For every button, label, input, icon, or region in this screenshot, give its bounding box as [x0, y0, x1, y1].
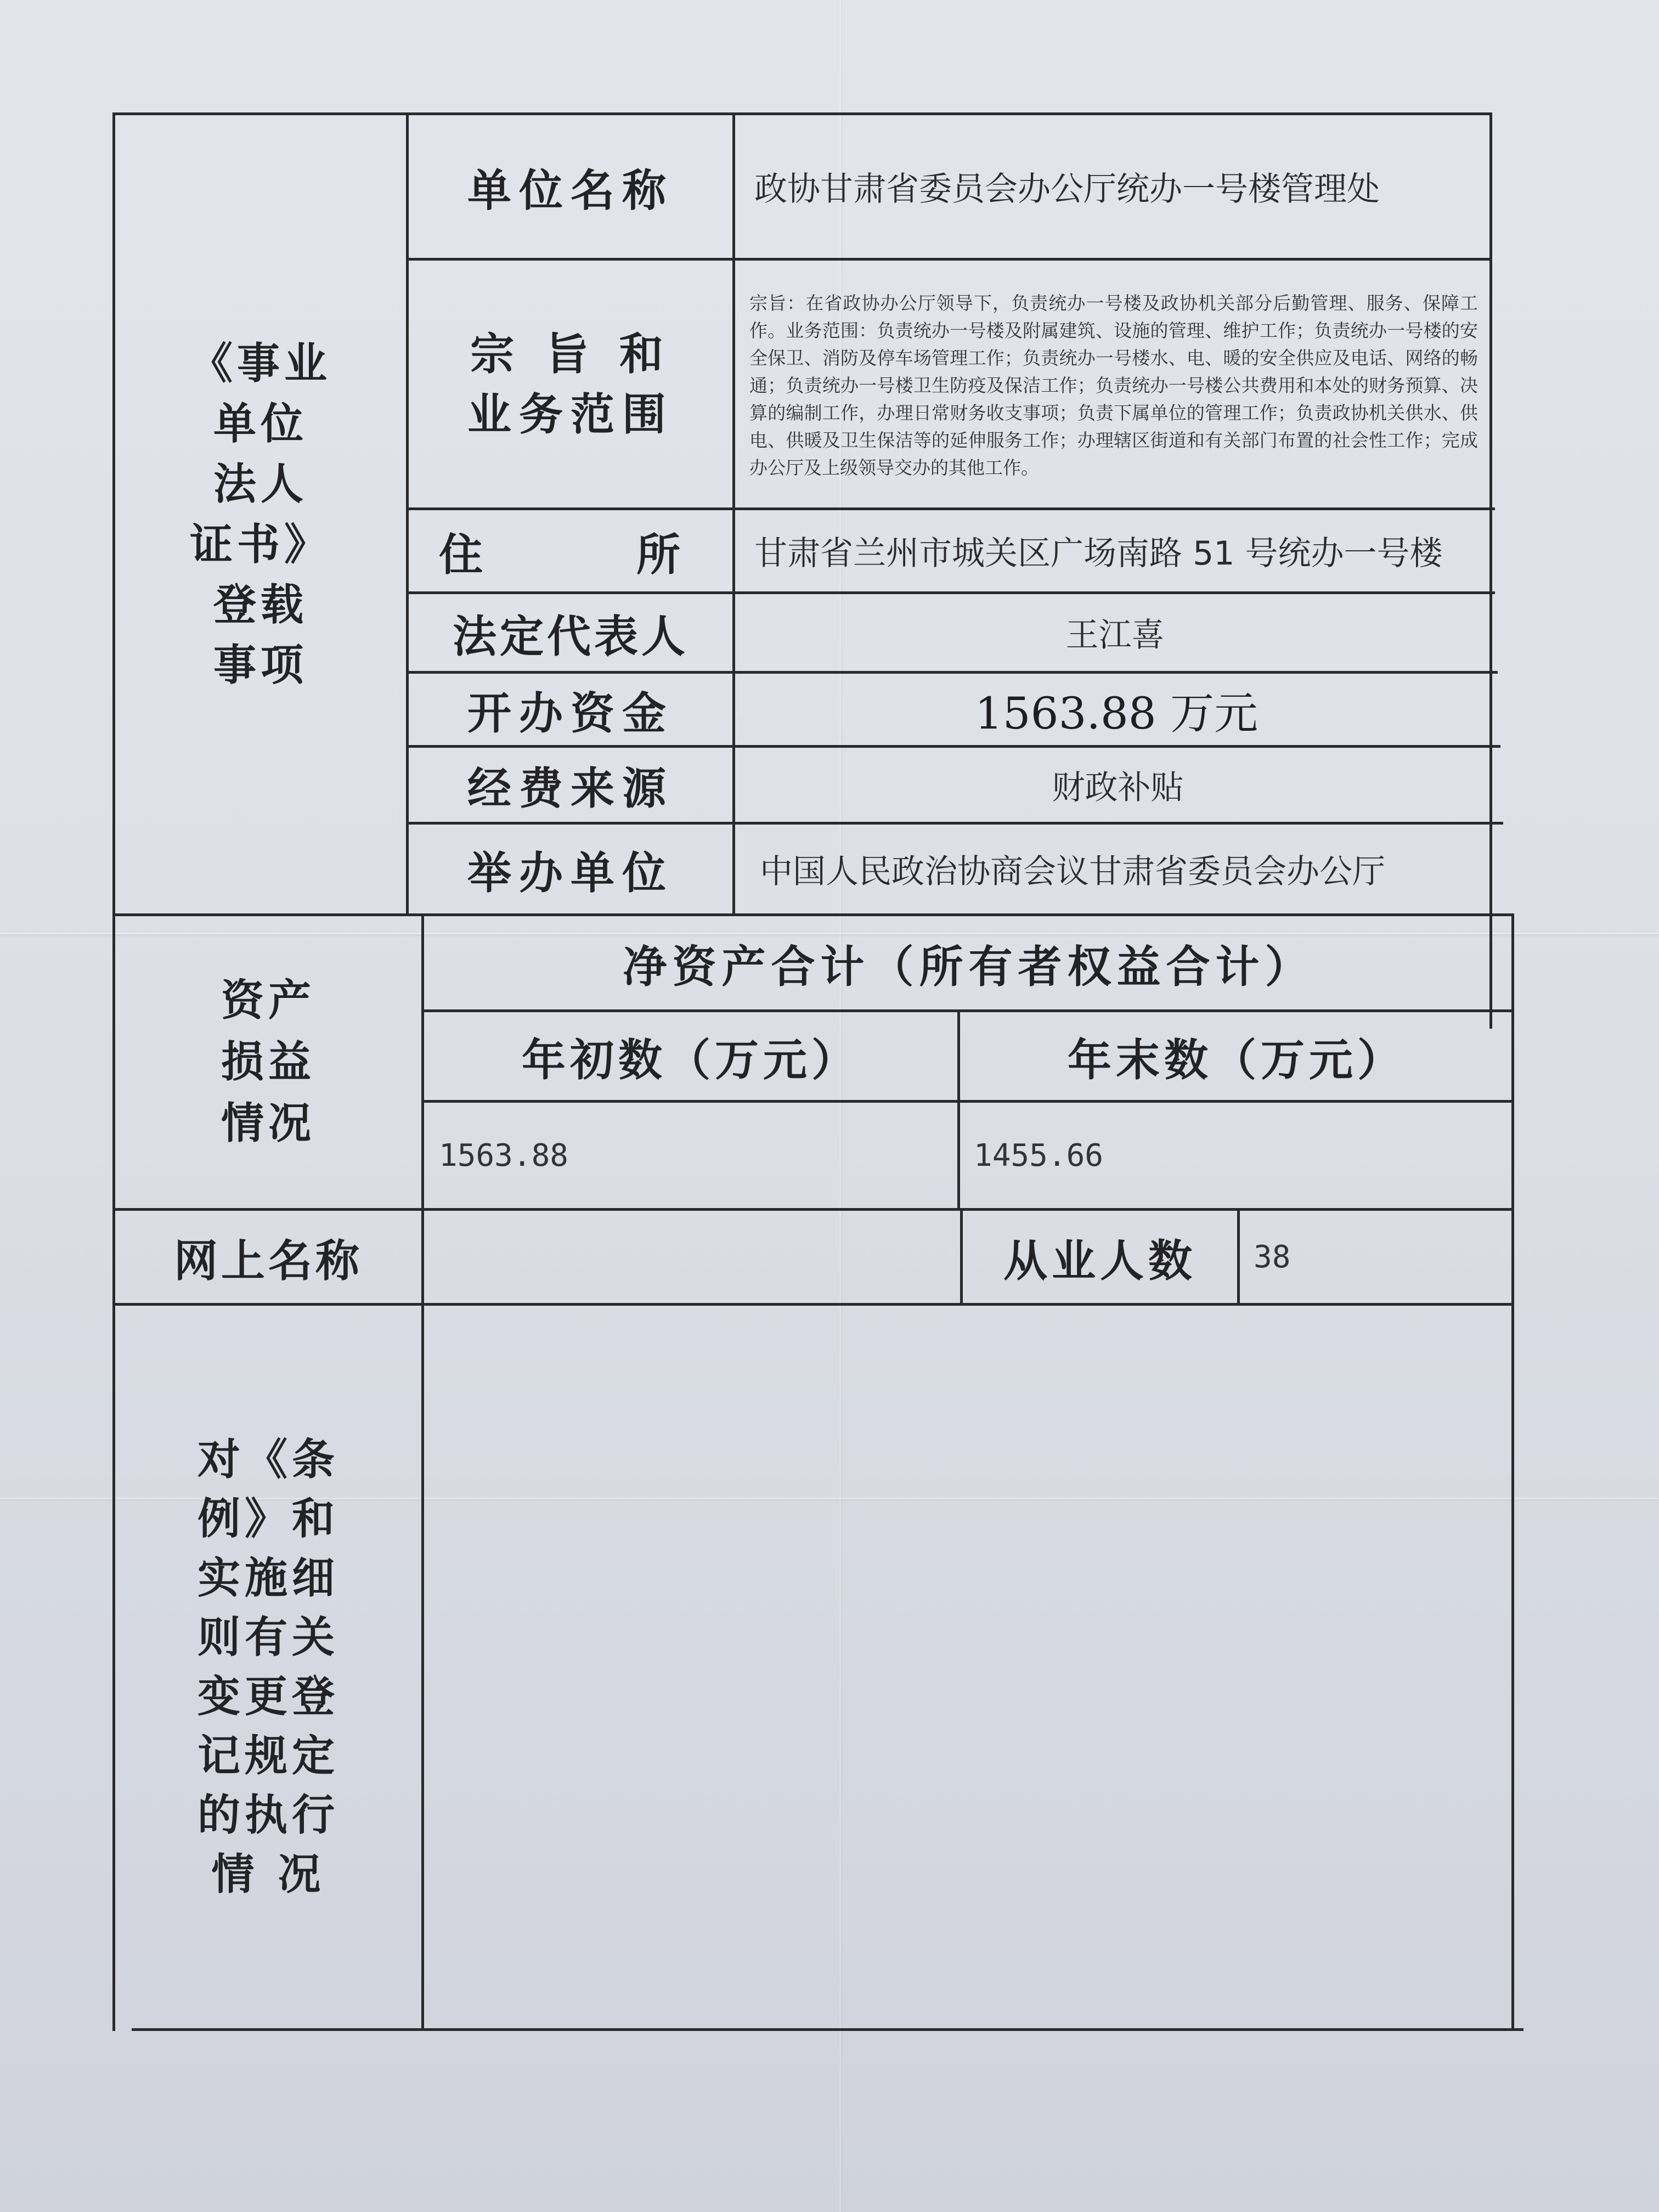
- heading-line: 法人: [213, 459, 308, 509]
- capital-value: 1563.88 万元: [974, 687, 1259, 739]
- execution-section-heading: [115, 1306, 421, 2028]
- year-begin-value: 1563.88: [439, 1137, 569, 1173]
- online-name-value: [439, 1211, 957, 1303]
- online-row-divider: [1237, 1208, 1240, 1304]
- purpose-scope-value-cell: [735, 263, 1492, 507]
- sponsor-value: 中国人民政治协商会议甘肃省委员会办公厅: [760, 853, 1385, 891]
- purpose-scope-label-line: 宗 旨 和: [470, 328, 671, 380]
- heading-line: 证书》: [189, 519, 331, 569]
- purpose-scope-label: [409, 261, 732, 507]
- net-assets-title: 净资产合计（所有者权益合计）: [623, 940, 1314, 992]
- online-name-label: 网上名称: [174, 1234, 363, 1286]
- unit-name-value: 政协甘肃省委员会办公厅统办一号楼管理处: [754, 170, 1380, 208]
- funding-value: 财政补贴: [1052, 768, 1184, 807]
- heading-line: 情况: [221, 1098, 315, 1148]
- certificate-section-heading: [115, 115, 406, 913]
- staff-count-label: 从业人数: [1003, 1234, 1197, 1286]
- heading-line: 例》和: [197, 1493, 339, 1544]
- staff-count-value: 38: [1254, 1239, 1291, 1275]
- year-end-value: 1455.66: [974, 1137, 1104, 1173]
- legal-rep-label: 法定代表人: [453, 610, 689, 662]
- address-value: 甘肃省兰州市城关区广场南路 51 号统办一号楼: [754, 534, 1443, 573]
- capital-label: 开办资金: [467, 687, 674, 739]
- sponsor-label: 举办单位: [467, 847, 674, 899]
- purpose-scope-label-line: 业务范围: [467, 388, 674, 440]
- address-label: 住 所: [439, 528, 702, 580]
- heading-line: 资产: [221, 975, 315, 1025]
- asset-section-heading: [115, 916, 421, 1208]
- heading-line: 登载: [213, 579, 308, 630]
- heading-line: 记规定: [197, 1730, 339, 1781]
- heading-line: 则有关: [197, 1612, 339, 1662]
- heading-line: 变更登: [197, 1671, 339, 1722]
- purpose-scope-value: 宗旨：在省政协办公厅领导下，负责统办一号楼及政协机关部分后勤管理、服务、保障工作。业务范围：负责统办一号楼及附属建筑、设施的管理、维护工作；负责统办一号楼的安全保卫、消防及停车场管理工作；负责统办一号楼水、电、暖的安全供应及电话、网络的畅通；负责统办一号楼卫生防疫及保洁工作；负责统办一号楼公共费用和本处的财务预算、决算的编制工作，办理日常财务收支事项；负责下属单位的管理工作；负责政协机关供水、供电、供暖及卫生保洁等的延伸服务工作；办理辖区街道和有关部门布置的社会性工作；完成办公厅及上级领导交办的其他工作。: [749, 292, 1478, 478]
- year-end-label: 年末数（万元）: [1068, 1034, 1406, 1086]
- form-border-bottom: [132, 2028, 1523, 2031]
- legal-rep-value: 王江喜: [1065, 616, 1165, 654]
- funding-label: 经费来源: [467, 763, 674, 814]
- heading-line: 事项: [213, 640, 308, 690]
- heading-line: 损益: [221, 1037, 315, 1087]
- heading-line: 实施细: [197, 1553, 339, 1603]
- heading-line: 单位: [213, 398, 308, 449]
- unit-name-label: 单位名称: [467, 164, 674, 216]
- heading-line: 的执行: [197, 1790, 339, 1840]
- execution-content: [439, 1317, 1503, 2019]
- heading-line: 《事业: [189, 338, 331, 388]
- year-begin-label: 年初数（万元）: [522, 1034, 860, 1086]
- heading-line: 情 况: [211, 1849, 325, 1899]
- heading-line: 对《条: [197, 1434, 339, 1485]
